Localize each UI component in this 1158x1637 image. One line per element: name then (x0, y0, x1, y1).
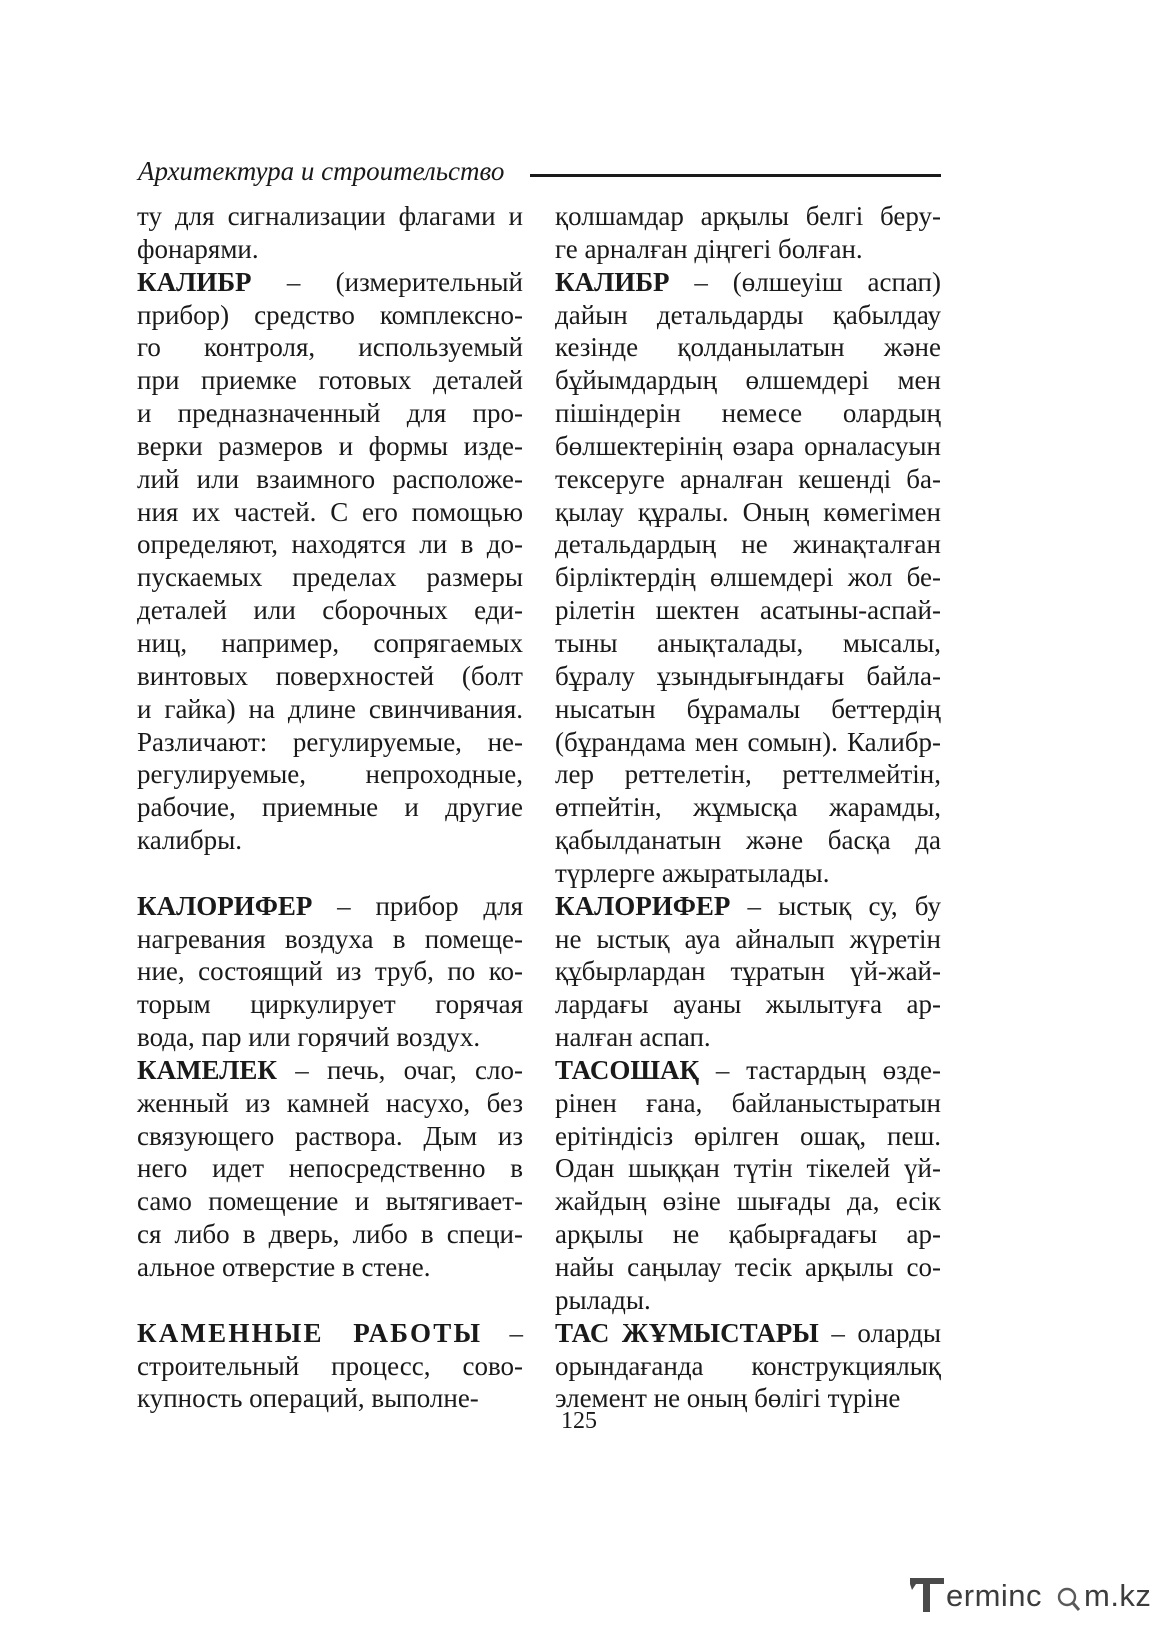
text-line (555, 1284, 941, 1317)
line-text: бөлшектерінің өзара орналасуын (555, 430, 941, 461)
line-text: торым циркулирует горячая (137, 989, 523, 1020)
text-line (555, 430, 941, 463)
text-line (555, 857, 941, 890)
text-line (137, 561, 523, 594)
line-text: пускаемых пределах размеры (137, 562, 523, 593)
line-text: нагревания воздуха в помеще- (137, 923, 523, 954)
line-text: и гайка) на длине свинчивания. (137, 693, 523, 724)
text-line (555, 463, 941, 496)
line-text: альное отверстие в стене. (137, 1252, 431, 1282)
line-text: ния их частей. С его помощью (137, 496, 523, 527)
line-text: найы саңылау тесік арқылы со- (555, 1252, 941, 1282)
line-text: винтовых поверхностей (болт (137, 660, 523, 691)
line-text: – (482, 1317, 523, 1348)
line-text: связующего раствора. Дым из (137, 1120, 523, 1151)
line-text: (бұрандама мен сомын). Калибр- (555, 726, 941, 757)
text-line (137, 233, 523, 266)
text-line (137, 791, 523, 824)
dictionary-entry (137, 1317, 523, 1416)
line-text: түрлерге ажыратылады. (555, 857, 830, 888)
line-text: рінен ғана, байланыстыратын (555, 1087, 941, 1118)
text-line (555, 561, 941, 594)
dictionary-entry (555, 1054, 941, 1317)
dictionary-entry (555, 200, 941, 266)
text-line (137, 331, 523, 364)
text-line (555, 791, 941, 824)
line-text: само помещение и вытягивает- (137, 1186, 523, 1217)
line-text: лер реттелетін, реттелмейтін, (555, 759, 941, 790)
right-column-kazakh (555, 200, 941, 1415)
text-line (555, 1120, 941, 1153)
text-line (137, 988, 523, 1021)
text-line (555, 364, 941, 397)
text-line (555, 1218, 941, 1251)
text-line (555, 1317, 941, 1350)
text-line (137, 594, 523, 627)
line-text: – оларды (818, 1317, 941, 1348)
text-line (555, 1054, 941, 1087)
entry-term: ТАСОШАҚ (555, 1054, 700, 1085)
text-line (555, 693, 941, 726)
running-header-title: Архитектура и строительство (138, 156, 505, 186)
line-text: жайдың өзіне шығады да, есік (555, 1186, 941, 1217)
line-text: ниц, например, сопрягаемых (137, 627, 523, 658)
text-line (137, 496, 523, 529)
text-line (137, 693, 523, 726)
text-line (555, 496, 941, 529)
dictionary-entry (137, 200, 523, 266)
line-text: женный из камней насухо, без (137, 1087, 523, 1118)
line-text: – прибор для (312, 890, 523, 921)
entry-term: ТАС ЖҰМЫСТАРЫ (555, 1317, 819, 1348)
line-text: қолшамдар арқылы белгі беру- (555, 201, 941, 231)
line-text: го контроля, используемый (137, 332, 523, 363)
text-line (137, 430, 523, 463)
text-line (555, 233, 941, 266)
line-text: рабочие, приемные и другие (137, 792, 523, 823)
text-line (137, 758, 523, 791)
line-text: деталей или сборочных еди- (137, 595, 523, 626)
text-line (137, 1317, 523, 1350)
line-text: прибор) средство комплексно- (137, 299, 523, 330)
text-line (555, 758, 941, 791)
line-text: ерітіндісіз өрілген ошақ, пеш. (555, 1120, 941, 1151)
line-text: пішіндерін немесе олардың (555, 398, 941, 429)
line-text: ту для сигнализации флагами и (137, 201, 523, 231)
text-line (137, 200, 523, 233)
text-line (137, 1120, 523, 1153)
line-text: рілетін шектен асатыны-аспай- (555, 595, 941, 626)
text-line (137, 1021, 523, 1054)
text-line (137, 955, 523, 988)
left-column-russian (137, 200, 523, 1415)
line-text: определяют, находятся ли в до- (137, 529, 523, 560)
line-text: кезінде қолданылатын және (555, 332, 941, 363)
text-line (137, 1152, 523, 1185)
text-line (555, 726, 941, 759)
entry-term: КАЛИБР (555, 266, 670, 297)
line-text: купность операций, выполне- (137, 1383, 479, 1414)
line-text: арқылы не қабырғадағы ар- (555, 1219, 941, 1250)
text-line (137, 660, 523, 693)
line-text: бірліктердің өлшемдері жол бе- (555, 562, 941, 593)
text-line (555, 266, 941, 299)
text-line (555, 923, 941, 956)
line-text: – (измерительный (251, 266, 523, 297)
line-text: Различают: регулируемые, не- (137, 726, 523, 757)
text-line (555, 824, 941, 857)
text-line (137, 1350, 523, 1383)
text-line (555, 331, 941, 364)
dictionary-entry (137, 266, 523, 890)
text-line (137, 1087, 523, 1120)
line-text: – ыстық су, бу (730, 890, 941, 921)
text-line (137, 364, 523, 397)
text-line (555, 955, 941, 988)
line-text: – тастардың өзде- (699, 1054, 941, 1085)
text-line (137, 528, 523, 561)
line-text: – печь, очаг, сло- (276, 1054, 523, 1085)
text-line (137, 627, 523, 660)
line-text: элемент не оның бөлігі түріне (555, 1383, 901, 1414)
line-text: него идет непосредственно в (137, 1153, 523, 1184)
entry-term: КАЛИБР (137, 266, 252, 297)
magnifier-icon (1059, 1589, 1079, 1610)
line-text: өтпейтін, жұмысқа жарамды, (555, 792, 941, 823)
line-text: ге арналған діңгегі болған. (555, 233, 863, 264)
line-text: детальдардың не жинақталған (555, 529, 941, 560)
entry-term: КАЛОРИФЕР (137, 890, 313, 921)
dictionary-entry (137, 1054, 523, 1317)
dictionary-entry (137, 890, 523, 1054)
entry-term: КАМЕЛЕК (137, 1054, 277, 1085)
line-text: тыны анықталады, мысалы, (555, 627, 941, 658)
page-number: 125 (561, 1408, 597, 1434)
logo-text-part1: erminc (946, 1578, 1043, 1613)
line-text: налған аспап. (555, 1022, 711, 1053)
text-line (137, 824, 523, 857)
dictionary-entry (555, 890, 941, 1054)
line-text: бұралу ұзындығындағы байла- (555, 660, 941, 691)
text-line (555, 299, 941, 332)
text-line (137, 397, 523, 430)
line-text: строительный процесс, сово- (137, 1350, 523, 1381)
line-text: калибры. (137, 825, 242, 856)
line-text: ние, состоящий из труб, по ко- (137, 956, 523, 987)
line-text: тексеруге арналған кешенді ба- (555, 463, 941, 494)
header-rule (530, 174, 941, 177)
entry-term: КАМЕННЫЕ РАБОТЫ (137, 1317, 483, 1348)
text-line (137, 923, 523, 956)
line-text: лий или взаимного расположе- (137, 463, 523, 494)
text-line (555, 988, 941, 1021)
dictionary-entry (555, 266, 941, 890)
logo-text-part2: m.kz (1084, 1578, 1152, 1613)
text-line (555, 1185, 941, 1218)
text-line (555, 594, 941, 627)
line-text: верки размеров и формы изде- (137, 430, 523, 461)
text-line (555, 660, 941, 693)
text-line (137, 266, 523, 299)
text-line (137, 1054, 523, 1087)
text-line (555, 1251, 941, 1284)
text-line (555, 528, 941, 561)
text-line (555, 1021, 941, 1054)
entry-gap (137, 1284, 523, 1317)
text-line (137, 1218, 523, 1251)
dictionary-entry (555, 1317, 941, 1416)
text-line (555, 1350, 941, 1383)
line-text: қылау құралы. Оның көмегімен (555, 496, 941, 527)
watermark-logo (906, 1572, 1152, 1622)
text-line (555, 200, 941, 233)
line-text: фонарями. (137, 233, 259, 264)
line-text: ся либо в дверь, либо в специ- (137, 1219, 523, 1250)
text-line (555, 397, 941, 430)
text-line (137, 1251, 523, 1284)
text-line (137, 726, 523, 759)
text-line (137, 299, 523, 332)
text-line (137, 890, 523, 923)
line-text: құбырлардан тұратын үй-жай- (555, 956, 941, 987)
line-text: и предназначенный для про- (137, 398, 523, 429)
text-line (137, 1185, 523, 1218)
entry-term: КАЛОРИФЕР (555, 890, 731, 921)
text-line (555, 1152, 941, 1185)
text-line (555, 627, 941, 660)
line-text: регулируемые, непроходные, (137, 759, 523, 790)
line-text: қабылданатын және басқа да (555, 825, 941, 856)
line-text: бұйымдардың өлшемдері мен (555, 365, 941, 396)
line-text: Одан шыққан түтін тікелей үй- (555, 1153, 941, 1184)
line-text: – (өлшеуіш аспап) (669, 266, 941, 297)
text-line (555, 1087, 941, 1120)
line-text: орындағанда конструкциялық (555, 1350, 941, 1381)
line-text: рылады. (555, 1284, 651, 1315)
entry-gap (137, 857, 523, 890)
text-line (137, 463, 523, 496)
line-text: при приемке готовых деталей (137, 365, 523, 396)
line-text: не ыстық ауа айналып жүретін (555, 923, 941, 954)
line-text: вода, пар или горячий воздух. (137, 1022, 481, 1053)
line-text: дайын детальдарды қабылдау (555, 299, 941, 330)
line-text: лардағы ауаны жылытуға ар- (555, 989, 941, 1020)
line-text: нысатын бұрамалы беттердің (555, 693, 941, 724)
text-line (555, 890, 941, 923)
